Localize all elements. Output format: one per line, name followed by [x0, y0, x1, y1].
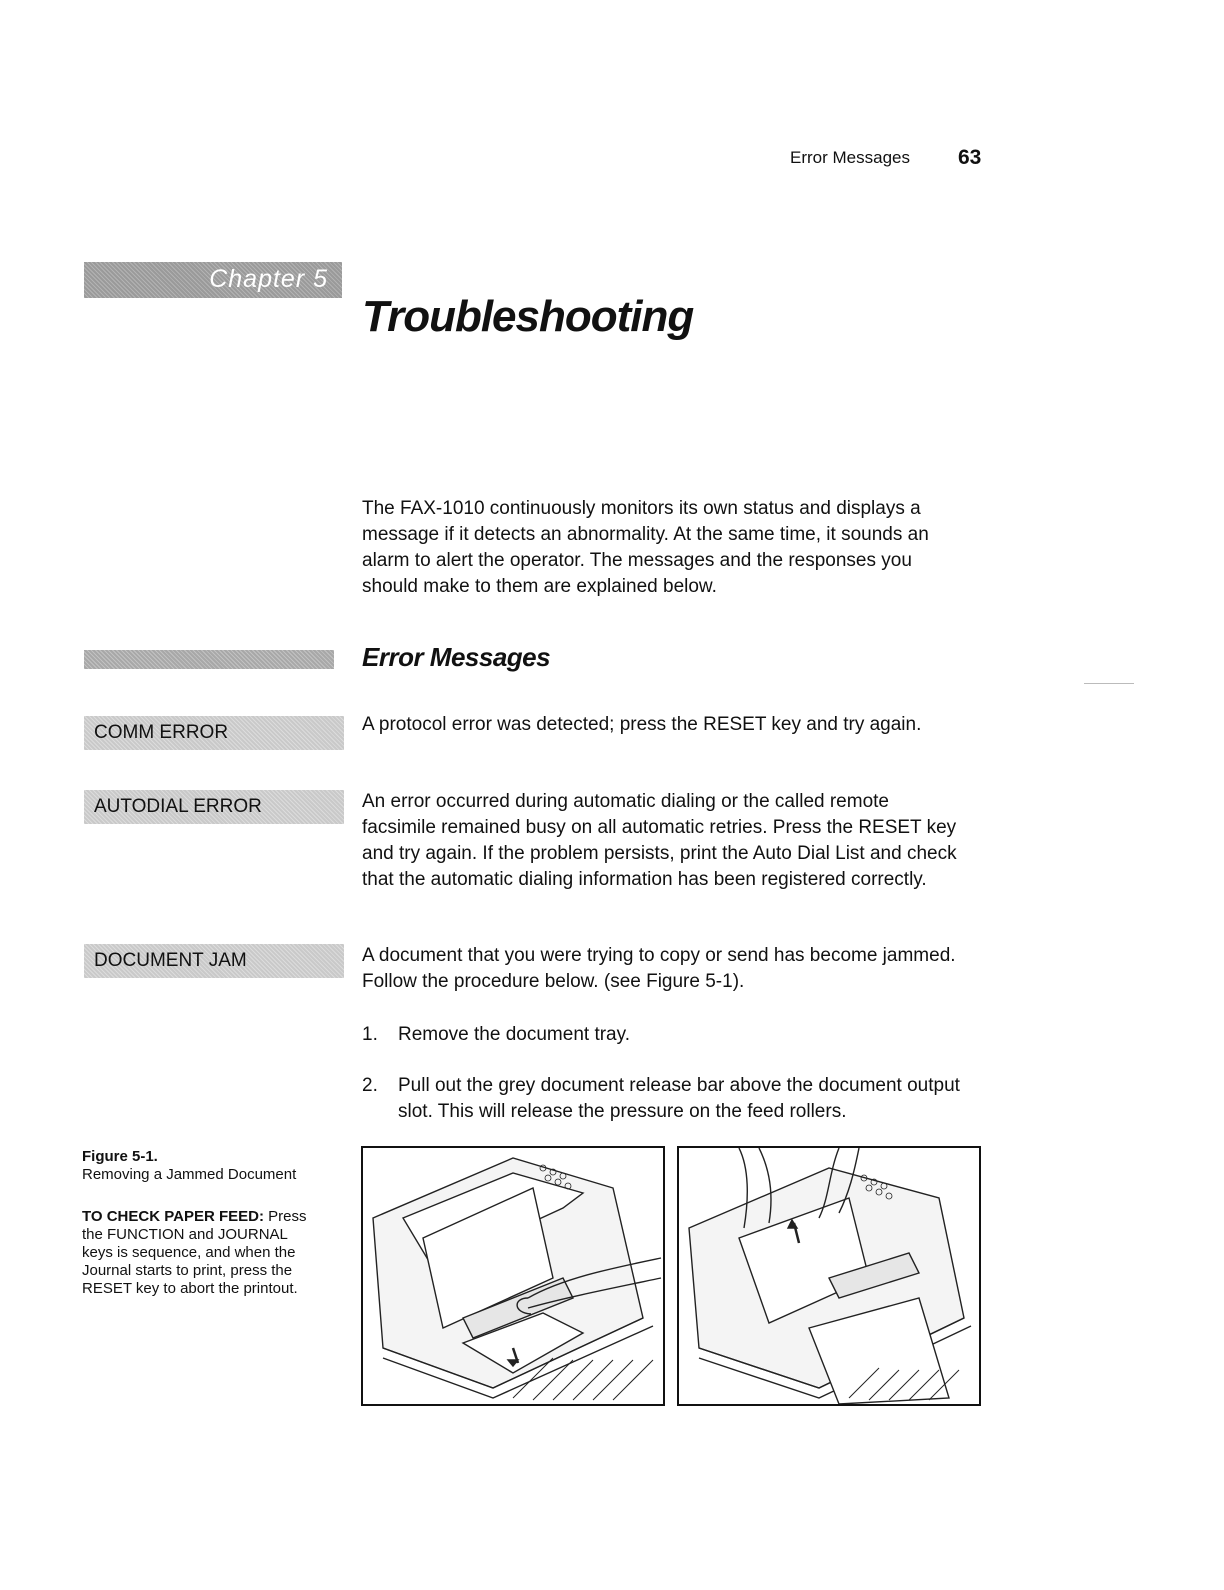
section-title: Error Messages [362, 642, 551, 672]
note-text: Press the FUNCTION and JOURNAL keys is sequence, and when the Journal starts to print, press the RESET key to abort the printout. [82, 1208, 307, 1297]
figure-title: Removing a Jammed Document [82, 1166, 297, 1183]
error-label-autodial: AUTODIAL ERROR [84, 790, 344, 824]
step-number: 1. [362, 1024, 378, 1045]
procedure-step [362, 1073, 962, 1125]
figure-caption [82, 1148, 322, 1184]
step-number: 2. [362, 1075, 378, 1096]
fax-machine-illustration [363, 1148, 663, 1404]
procedure-step [362, 1022, 962, 1048]
step-text: Remove the document tray. [398, 1024, 630, 1045]
margin-rule [1084, 683, 1134, 684]
note-heading: TO CHECK PAPER FEED: [82, 1208, 264, 1225]
chapter-title: Troubleshooting [362, 292, 694, 341]
running-head: Error Messages [790, 148, 910, 167]
error-description-autodial: An error occurred during automatic dialing or the called remote facsimile remained busy on all automatic retries. Press the RESET key and try again. If the problem persists, print the Auto Dial List and check that the automatic dialing information has been registered correctly. [362, 791, 957, 890]
error-label-document-jam: DOCUMENT JAM [84, 944, 344, 978]
intro-paragraph: The FAX-1010 continuously monitors its own status and displays a message if it detects an abnormality. At the same time, it sounds an alarm to alert the operator. The messages and the responses you should make to them are explained below. [362, 498, 929, 597]
error-label-comm: COMM ERROR [84, 716, 344, 750]
chapter-label: Chapter 5 [209, 265, 328, 293]
fax-machine-illustration [679, 1148, 979, 1404]
figure-illustration-remove-tray [361, 1146, 665, 1406]
figure-illustration-release-bar [677, 1146, 981, 1406]
figure-note [82, 1208, 322, 1298]
figure-number: Figure 5-1. [82, 1148, 158, 1165]
chapter-banner [84, 262, 342, 298]
section-bar [84, 650, 334, 669]
error-description-comm: A protocol error was detected; press the RESET key and try again. [362, 714, 922, 735]
page-number: 63 [958, 146, 982, 169]
error-description-document-jam: A document that you were trying to copy or send has become jammed. Follow the procedure below. (see Figure 5-1). [362, 945, 956, 992]
step-text: Pull out the grey document release bar above the document output slot. This will release the pressure on the feed rollers. [398, 1075, 960, 1122]
